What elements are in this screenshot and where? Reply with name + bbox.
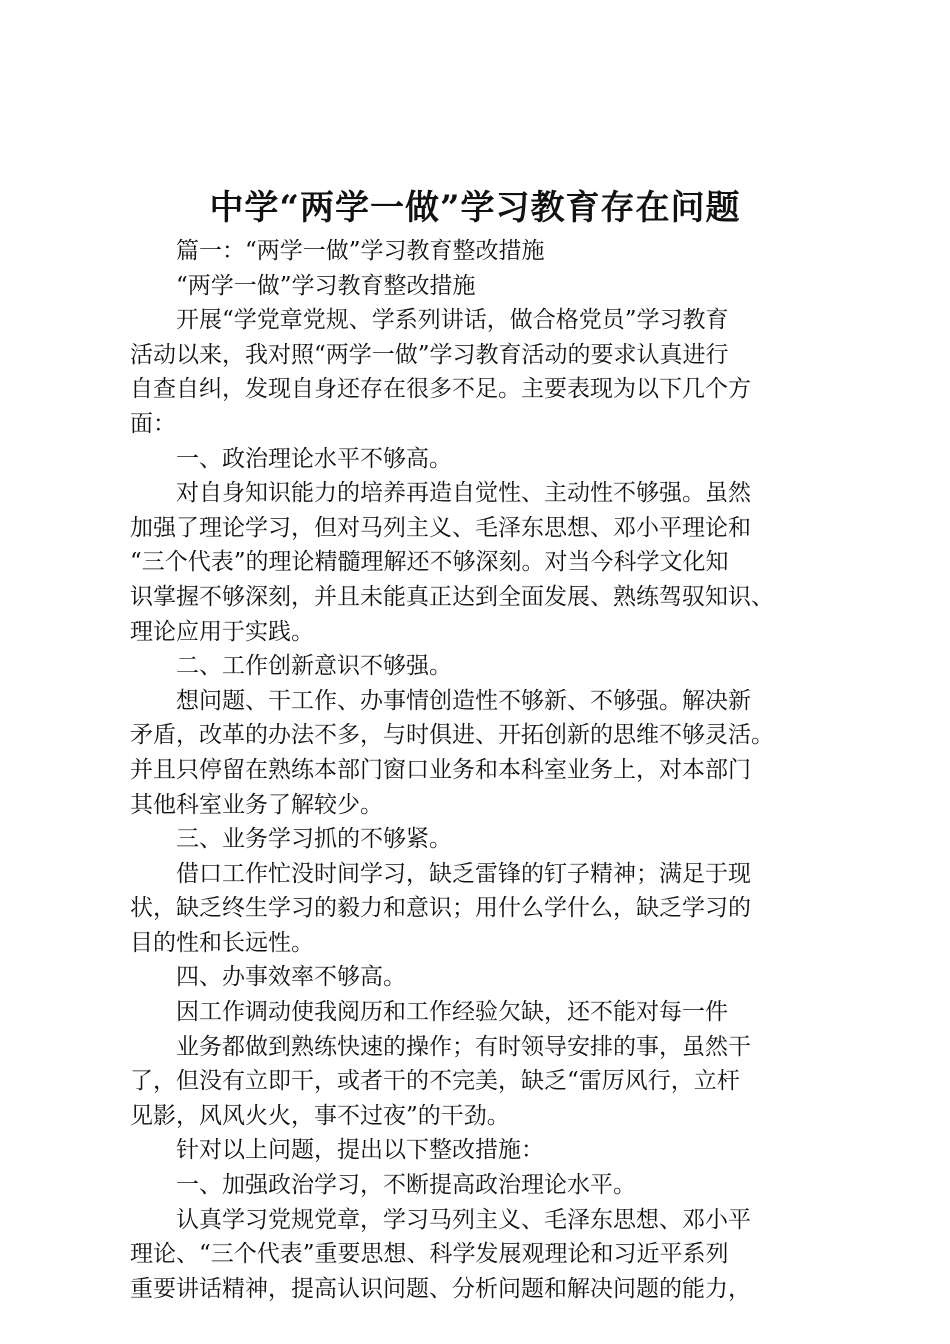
text-line: 一、政治理论水平不够高。 xyxy=(176,445,452,472)
document-body xyxy=(130,234,838,1306)
text-line: 矛盾，改革的办法不多，与时俱进、开拓创新的思维不够灵活。 xyxy=(130,722,774,749)
document-title: 中学“两学一做”学习教育存在问题 xyxy=(209,188,741,228)
text-line: 识掌握不够深刻，并且未能真正达到全面发展、熟练驾驭知识、 xyxy=(130,583,774,610)
text-line: 业务都做到熟练快速的操作；有时领导安排的事，虽然干 xyxy=(176,1033,751,1060)
text-line: 重要讲话精神，提高认识问题、分析问题和解决问题的能力， xyxy=(130,1275,751,1302)
text-line: 面： xyxy=(130,410,176,437)
text-line: 因工作调动使我阅历和工作经验欠缺，还不能对每一件 xyxy=(176,999,728,1026)
text-line: 理论应用于实践。 xyxy=(130,618,314,645)
text-line: 并且只停留在熟练本部门窗口业务和本科室业务上，对本部门 xyxy=(130,756,751,783)
text-line: 一、加强政治学习，不断提高政治理论水平。 xyxy=(176,1172,636,1199)
text-line: 四、办事效率不够高。 xyxy=(176,964,406,991)
text-line: 加强了理论学习，但对马列主义、毛泽东思想、邓小平理论和 xyxy=(130,514,751,541)
text-line: 了，但没有立即干，或者干的不完美，缺乏“雷厉风行，立杆 xyxy=(130,1068,740,1095)
text-line: 认真学习党规党章，学习马列主义、毛泽东思想、邓小平 xyxy=(176,1206,751,1233)
text-line: 其他科室业务了解较少。 xyxy=(130,791,383,818)
text-line: 开展“学党章党规、学系列讲话，做合格党员”学习教育 xyxy=(176,307,729,334)
text-line: 篇一：“两学一做”学习教育整改措施 xyxy=(176,238,545,264)
text-line: 对自身知识能力的培养再造自觉性、主动性不够强。虽然 xyxy=(176,480,751,507)
text-line: 活动以来，我对照“两学一做”学习教育活动的要求认真进行 xyxy=(130,341,729,368)
text-line: “三个代表”的理论精髓理解还不够深刻。对当今科学文化知 xyxy=(130,549,729,576)
text-line: 三、业务学习抓的不够紧。 xyxy=(176,826,452,853)
text-line: 理论、“三个代表”重要思想、科学发展观理论和习近平系列 xyxy=(130,1241,729,1268)
text-line: 见影，风风火火，事不过夜”的干劲。 xyxy=(130,1102,510,1129)
text-line: 借口工作忙没时间学习，缺乏雷锋的钉子精神；满足于现 xyxy=(176,860,751,887)
text-line: 二、工作创新意识不够强。 xyxy=(176,653,452,680)
text-line: 自查自纠，发现自身还存在很多不足。主要表现为以下几个方 xyxy=(130,376,751,403)
text-line: 想问题、干工作、办事情创造性不够新、不够强。解决新 xyxy=(176,687,751,714)
text-line: 针对以上问题，提出以下整改措施： xyxy=(176,1137,544,1164)
text-line: “两学一做”学习教育整改措施 xyxy=(176,272,476,299)
text-line: 目的性和长远性。 xyxy=(130,929,314,956)
text-line: 状，缺乏终生学习的毅力和意识；用什么学什么，缺乏学习的 xyxy=(130,895,751,922)
